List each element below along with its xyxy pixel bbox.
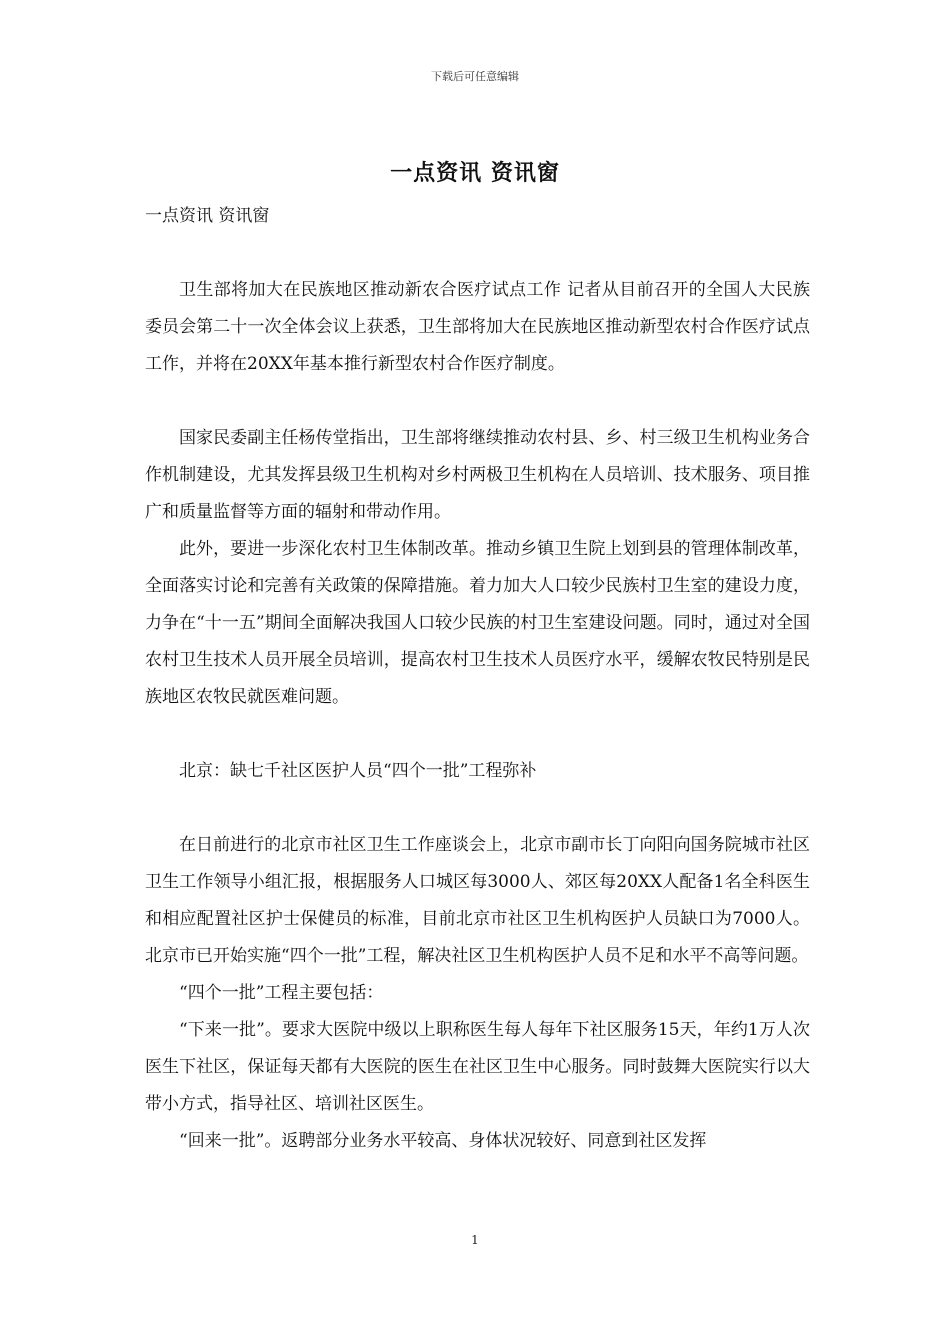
- paragraph-1: 卫生部将加大在民族地区推动新农合医疗试点工作 记者从目前召开的全国人大民族委员会第二十一次全体会议上获悉，卫生部将加大在民族地区推动新型农村合作医疗试点工作，并将在20XX年基本推行新型农村合作医疗制度。: [145, 280, 810, 374]
- spacer: [145, 235, 810, 272]
- spacer: [145, 790, 810, 827]
- paragraph-3: 此外，要进一步深化农村卫生体制改革。推动乡镇卫生院上划到县的管理体制改革，全面落实讨论和完善有关政策的保障措施。着力加大人口较少民族村卫生室的建设力度，力争在“十一五”期间全面解决我国人口较少民族的村卫生室建设问题。同时，通过对全国农村卫生技术人员开展全员培训，提高农村卫生技术人员医疗水平，缓解农牧民特别是民族地区农牧民就医难问题。: [145, 539, 810, 707]
- header-note: 下载后可任意编辑: [431, 70, 519, 83]
- paragraph-2: 国家民委副主任杨传堂指出，卫生部将继续推动农村县、乡、村三级卫生机构业务合作机制建设，尤其发挥县级卫生机构对乡村两极卫生机构在人员培训、技术服务、项目推广和质量监督等方面的辐射和带动作用。: [145, 428, 810, 522]
- document-body: [145, 198, 810, 1160]
- paragraph-7: “下来一批”。要求大医院中级以上职称医生每人每年下社区服务15天，年约1万人次医生下社区，保证每天都有大医院的医生在社区卫生中心服务。同时鼓舞大医院实行以大带小方式，指导社区、培训社区医生。: [145, 1020, 810, 1114]
- page-number: 1: [471, 1233, 479, 1247]
- document-title: 一点资讯 资讯窗: [390, 160, 560, 186]
- section-heading-beijing: 北京：缺七千社区医护人员“四个一批”工程弥补: [179, 761, 537, 781]
- document-subtitle: 一点资讯 资讯窗: [145, 206, 270, 226]
- spacer: [145, 383, 810, 420]
- paragraph-8: “回来一批”。返聘部分业务水平较高、身体状况较好、同意到社区发挥: [179, 1131, 707, 1151]
- paragraph-5: 在日前进行的北京市社区卫生工作座谈会上，北京市副市长丁向阳向国务院城市社区卫生工作领导小组汇报，根据服务人口城区每3000人、郊区每20XX人配备1名全科医生和相应配置社区护士保健员的标准，目前北京市社区卫生机构医护人员缺口为7000人。北京市已开始实施“四个一批”工程，解决社区卫生机构医护人员不足和水平不高等问题。: [145, 835, 810, 966]
- spacer: [145, 716, 810, 753]
- paragraph-6: “四个一批”工程主要包括：: [179, 983, 384, 1003]
